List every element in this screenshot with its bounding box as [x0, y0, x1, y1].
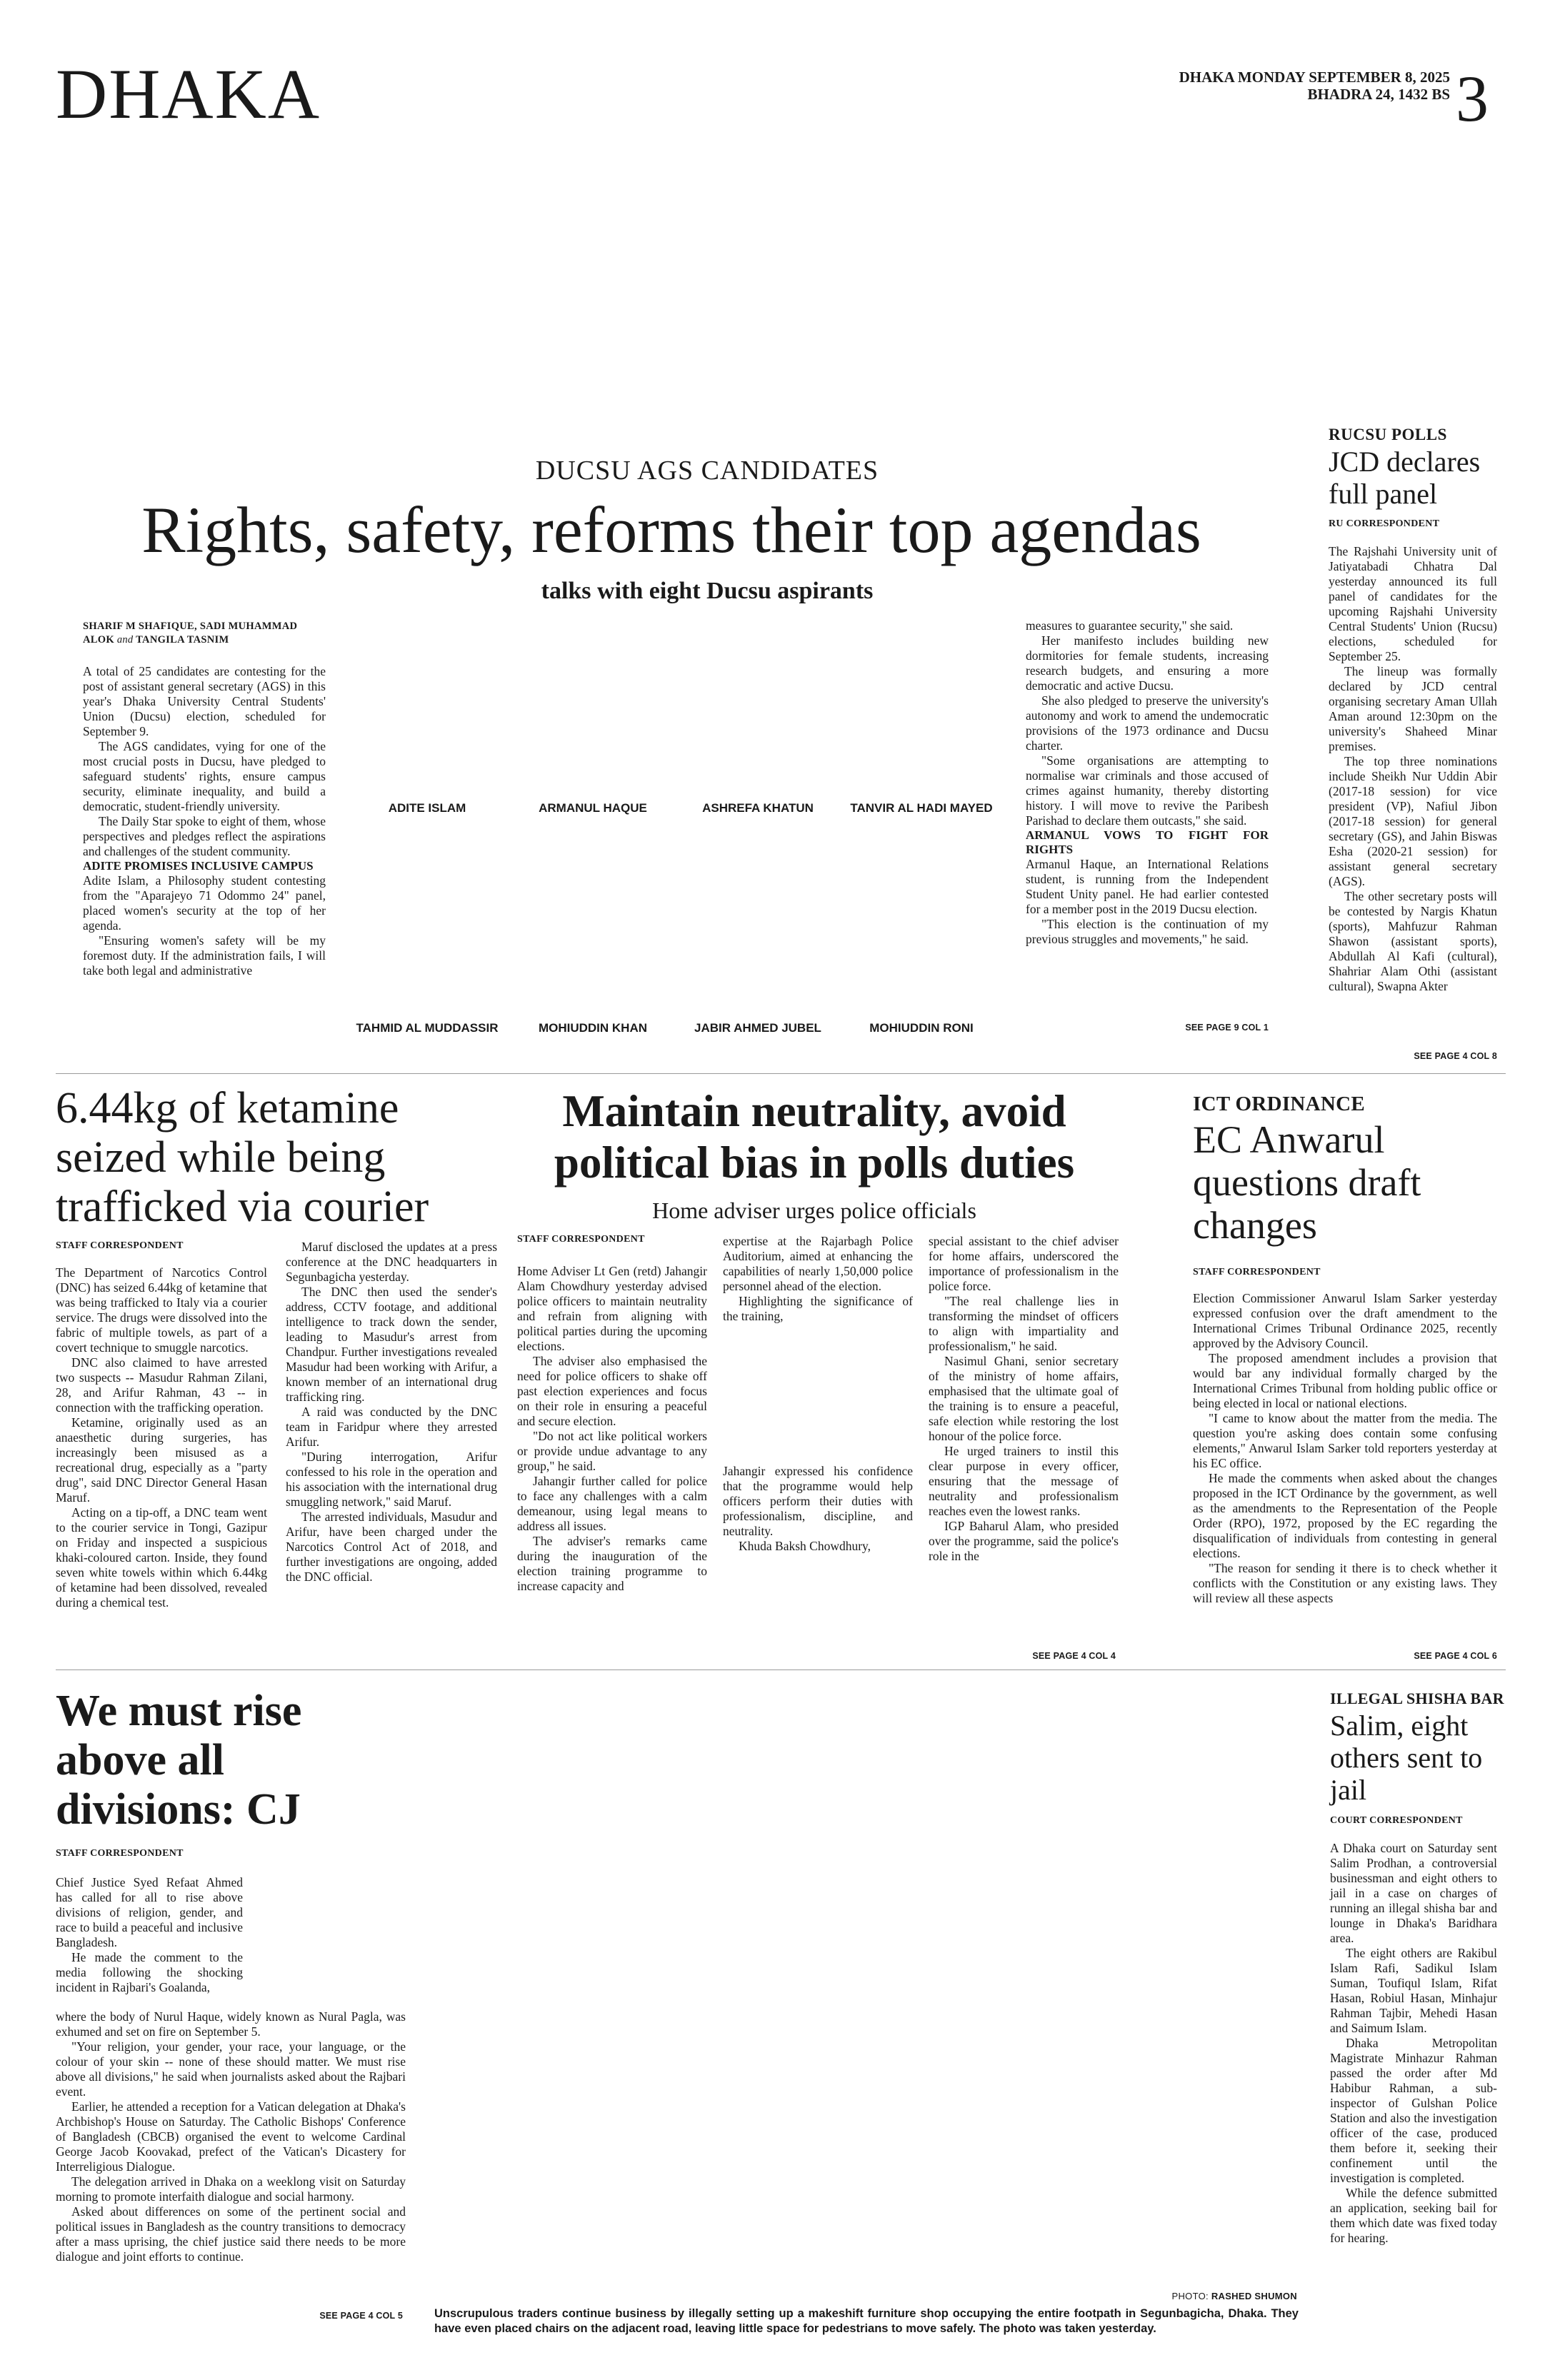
paragraph: The proposed amendment includes a provision that would bar any individual formally charged by the International Crimes Tribunal from holding public office or being elected in local or national elections.	[1193, 1351, 1497, 1410]
paragraph: The DNC then used the sender's address, CCTV footage, and additional intelligence to track down the sender, leading to Masudur's arrest from Chandpur. Further investigations revealed Masudur had been working with Arifur, a known member of an international drug trafficking ring.	[286, 1285, 497, 1404]
lead-headline: Rights, safety, reforms their top agendas	[141, 493, 1201, 566]
cj-see-page[interactable]: SEE PAGE 4 COL 5	[319, 2311, 403, 2321]
paragraph: The Rajshahi University unit of Jatiyatabadi Chhatra Dal yesterday announced its full panel of candidates for the upcoming Rajshahi University Central Students' Union (Rucsu) elections, scheduled for September 25.	[1329, 544, 1497, 663]
neutrality-byline: STAFF CORRESPONDENT	[517, 1234, 645, 1245]
paragraph: special assistant to the chief adviser for home affairs, underscored the importance of professionalism in the police force.	[929, 1234, 1119, 1293]
neutrality-col-2b	[723, 1464, 913, 1554]
photo-credit-label: PHOTO:	[1171, 2291, 1211, 2301]
paragraph: where the body of Nurul Haque, widely known as Nural Pagla, was exhumed and set on fire on September 5.	[56, 2009, 406, 2039]
paragraph: Nasimul Ghani, senior secretary of the ministry of home affairs, emphasised that the ultimate goal of the training is to ensure a peaceful, safe election while restoring the lost honour of the police force.	[929, 1354, 1119, 1443]
rucsu-see-page[interactable]: SEE PAGE 4 COL 8	[1414, 1051, 1497, 1061]
paragraph: "The real challenge lies in transforming the mindset of officers to align with impartiality and professionalism," he said.	[929, 1294, 1119, 1353]
shisha-kicker: ILLEGAL SHISHA BAR	[1330, 1689, 1504, 1707]
paragraph: The AGS candidates, vying for one of the most crucial posts in Ducsu, have pledged to safeguard students' rights, ensure campus security, eliminate inequality, and build a democratic, student-friendly university.	[83, 739, 326, 813]
byline-line-1: SHARIF M SHAFIQUE, SADI MUHAMMAD	[83, 621, 298, 632]
top-blank-area	[56, 157, 1277, 436]
paragraph: He urged trainers to instil this clear purpose in every officer, ensuring that the message of neutrality and professionalism reaches even the lowest ranks.	[929, 1444, 1119, 1518]
cj-byline: STAFF CORRESPONDENT	[56, 1848, 184, 1859]
paragraph: IGP Baharul Alam, who presided over the programme, said the police's role in the	[929, 1519, 1119, 1563]
paragraph: While the defence submitted an application, seeking bail for them which date was fixed today for hearing.	[1330, 2186, 1497, 2245]
ketamine-col-1	[56, 1265, 267, 1610]
lead-col2-part-a	[1026, 618, 1269, 828]
paragraph: Jahangir further called for police to face any challenges with a calm demeanour, using legal means to address all issues.	[517, 1474, 707, 1533]
paragraph: Acting on a tip-off, a DNC team went to the courier service in Tongi, Gazipur on Friday and inspected a suspicious khaki-coloured carton. Inside, they found seven white towels within which 6.44kg of ketamine had been dissolved, revealed during a chemical test.	[56, 1505, 267, 1610]
candidate-name: TANVIR AL HADI MAYED	[850, 801, 993, 815]
paragraph: "Ensuring women's safety will be my foremost duty. If the administration fails, I will take both legal and administrative	[83, 933, 326, 978]
paragraph: measures to guarantee security," she said.	[1026, 618, 1234, 633]
byline-and: and	[116, 634, 134, 646]
ketamine-col-2	[286, 1240, 497, 1585]
section-title: DHAKA	[56, 54, 321, 134]
photo-credit-name: RASHED SHUMON	[1211, 2291, 1297, 2301]
neutrality-see-page[interactable]: SEE PAGE 4 COL 4	[1032, 1651, 1116, 1661]
paragraph: expertise at the Rajarbagh Police Auditorium, aimed at enhancing the capabilities of nearly 1,50,000 police personnel ahead of the election.	[723, 1234, 913, 1293]
paragraph: Ketamine, originally used as an anaesthetic during surgeries, has increasingly been misused as a recreational drug, especially as a "party drug", said DNC Director General Hasan Maruf.	[56, 1415, 267, 1505]
lead-col1-part-b	[83, 873, 326, 978]
paragraph: Adite Islam, a Philosophy student contesting from the "Aparajeyo 71 Odommo 24" panel, placed women's security at the top of her agenda.	[83, 873, 326, 933]
byline-line-2	[83, 633, 340, 647]
byline-name-b: TANGILA TASNIM	[133, 634, 229, 646]
paragraph: Earlier, he attended a reception for a Vatican delegation at Dhaka's Archbishop's House on Saturday. The Catholic Bishops' Conference of Bangladesh (CBCB) organised the event to welcome Cardinal George Jacob Koovakad, prefect of the Vatican's Dicastery for Interreligious Dialogue.	[56, 2099, 406, 2174]
paragraph: The top three nominations include Sheikh Nur Uddin Abir (2017-18 session) for vice president (VP), Nafiul Jibon (2017-18 session) for general secretary (GS), and Jahin Biswas Esha (2020-21 session) for assistant general secretary (AGS).	[1329, 754, 1497, 888]
paragraph: The delegation arrived in Dhaka on a weeklong visit on Saturday morning to promote interfaith dialogue and social harmony.	[56, 2174, 406, 2204]
shisha-byline: COURT CORRESPONDENT	[1330, 1815, 1463, 1826]
candidate-name: MOHIUDDIN RONI	[869, 1021, 974, 1035]
paragraph: "Your religion, your gender, your race, your language, or the colour of your skin -- none of these should matter. We must rise above all divisions," he said when journalists asked about the Rajbari event.	[56, 2039, 406, 2099]
candidate-name: ASHREFA KHATUN	[702, 801, 814, 815]
paragraph: Highlighting the significance of the training,	[723, 1294, 913, 1323]
paragraph: Asked about differences on some of the pertinent social and political issues in Bangladesh as the country transitions to democracy after a mass uprising, the chief justice said there needs to be more dialogue and joint efforts to continue.	[56, 2204, 406, 2264]
page-number: 3	[1456, 62, 1489, 135]
lead-col2-part-b	[1026, 857, 1269, 947]
neutrality-col-2a	[723, 1234, 913, 1324]
paragraph: "This election is the continuation of my previous struggles and movements," he said.	[1026, 917, 1269, 946]
paragraph: He made the comments when asked about the changes proposed in the ICT Ordinance by the government, as well as the amendments to the Representation of the People Order (RPO), 1972, proposed by the EC regarding the disqualification of individuals from contesting in general elections.	[1193, 1471, 1497, 1560]
candidate-name: JABIR AHMED JUBEL	[694, 1021, 821, 1035]
lead-subhead-armanul: ARMANUL VOWS TO FIGHT FOR RIGHTS	[1026, 828, 1269, 856]
paragraph: The other secretary posts will be contested by Nargis Khatun (sports), Mahfuzur Rahman Shawon (assistant sports), Abdullah Al Kafi (cultural), Shahriar Alam Othi (assistant cultural), Swapna Akter	[1329, 889, 1497, 993]
paragraph: He made the comment to the media following the shocking incident in Rajbari's Goalanda,	[56, 1950, 243, 1994]
rucsu-body	[1329, 544, 1497, 994]
paragraph: "The reason for sending it there is to check whether it conflicts with the Constitution or any existing laws. They will review all these aspects	[1193, 1561, 1497, 1605]
candidate-name: TAHMID AL MUDDASSIR	[356, 1021, 499, 1035]
candidate-photo-grid	[349, 618, 1006, 1047]
lead-kicker: DUCSU AGS CANDIDATES	[535, 456, 879, 486]
paragraph: Maruf disclosed the updates at a press conference at the DNC headquarters in Segunbagicha yesterday.	[286, 1240, 497, 1284]
paragraph: The adviser's remarks came during the inauguration of the election training programme to increase capacity and	[517, 1534, 707, 1593]
paragraph: Election Commissioner Anwarul Islam Sarker yesterday expressed confusion over the draft amendment to the International Crimes Tribunal Ordinance 2025, recently approved by the Advisory Council.	[1193, 1291, 1497, 1350]
bangla-date: BHADRA 24, 1432 BS	[1307, 86, 1450, 103]
neutrality-col-3	[929, 1234, 1119, 1564]
paragraph: A raid was conducted by the DNC team in Faridpur where they arrested Arifur.	[286, 1405, 497, 1449]
photo-caption: Unscrupulous traders continue business by illegally setting up a makeshift furniture shop occupying the entire footpath in Segunbagicha, Dhaka. They have even placed chairs on the adjacent road, leaving little space for pedestrians to move safely. The photo was taken yesterday.	[434, 2307, 1299, 2335]
divider	[56, 1073, 1506, 1074]
lead-col-1	[83, 664, 326, 978]
candidate-name: MOHIUDDIN KHAN	[538, 1021, 648, 1035]
ict-kicker: ICT ORDINANCE	[1193, 1093, 1366, 1115]
paragraph: Jahangir expressed his confidence that the programme would help officers perform their duties with professionalism, discipline, and neutrality.	[723, 1464, 913, 1538]
paragraph: "Some organisations are attempting to normalise war criminals and those accused of crimes against humanity, thereby distorting history. I will move to revive the Paribesh Parishad to declare them outcasts," she said.	[1026, 753, 1269, 828]
ict-headline: EC Anwarul questions draft changes	[1193, 1118, 1421, 1247]
neutrality-subhead: Home adviser urges police officials	[652, 1197, 976, 1223]
paragraph: Her manifesto includes building new dormitories for female students, increasing research budgets, and ensuring a more democratic and active Ducsu.	[1026, 633, 1269, 693]
paragraph: "I came to know about the matter from the media. The question you're asking does contain some confusing elements," Anwarul Islam Sarker told reporters yesterday at his EC office.	[1193, 1411, 1497, 1470]
ict-byline: STAFF CORRESPONDENT	[1193, 1267, 1321, 1277]
candidate-name: ADITE ISLAM	[388, 801, 466, 815]
candidate-name: ARMANUL HAQUE	[539, 801, 647, 815]
cj-body-wide	[56, 2009, 406, 2264]
lead-subhead: talks with eight Ducsu aspirants	[541, 578, 874, 604]
footpath-photo	[434, 1678, 1299, 2289]
paragraph: Chief Justice Syed Refaat Ahmed has called for all to rise above divisions of religion, gender, and race to build a peaceful and inclusive Bangladesh.	[56, 1875, 243, 1949]
date-line	[1114, 69, 1450, 103]
paragraph: Dhaka Metropolitan Magistrate Minhazur Rahman passed the order after Md Habibur Rahman, a sub-inspector of Gulshan Police Station and also the investigation officer of the case, produced them before it, seeking their confinement until the investigation is completed.	[1330, 2036, 1497, 2185]
rucsu-kicker: RUCSU POLLS	[1329, 426, 1447, 443]
lead-col1-part-a	[83, 664, 326, 859]
paragraph: The eight others are Rakibul Islam Rafi, Sadikul Islam Suman, Toufiqul Islam, Rifat Hasan, Robiul Hasan, Minhajur Rahman Tajbir, Mehedi Hasan and Saimum Islam.	[1330, 1946, 1497, 2035]
ict-body	[1193, 1291, 1497, 1606]
rucsu-headline: JCD declares full panel	[1329, 446, 1481, 510]
paragraph: The arrested individuals, Masudur and Arifur, have been charged under the Narcotics Control Act of 2018, and further investigations are ongoing, added the DNC official.	[286, 1510, 497, 1584]
lead-col-2	[1026, 618, 1269, 947]
ketamine-headline: 6.44kg of ketamine seized while being trafficked via courier	[56, 1084, 429, 1231]
cj-headline: We must rise above all divisions: CJ	[56, 1687, 302, 1834]
paragraph: The Department of Narcotics Control (DNC) has seized 6.44kg of ketamine that was being trafficked to Italy via a courier service. The drugs were dissolved into the fabric of multiple towels, as part of a covert technique to smuggle narcotics.	[56, 1265, 267, 1355]
paragraph: The lineup was formally declared by JCD central organising secretary Aman Ullah Aman around 12:30pm on the university's Shaheed Minar premises.	[1329, 664, 1497, 753]
paragraph: The Daily Star spoke to eight of them, whose perspectives and pledges reflect the aspirations and challenges of the student community.	[83, 814, 326, 858]
shisha-body	[1330, 1841, 1497, 2246]
paragraph: "Do not act like political workers or provide undue advantage to any group," he said.	[517, 1429, 707, 1473]
neutrality-photo	[723, 1355, 913, 1462]
divider	[56, 1669, 1506, 1670]
paragraph: "During interrogation, Arifur confessed to his role in the operation and his association with the international drug smuggling network," said Maruf.	[286, 1450, 497, 1509]
paragraph: Khuda Baksh Chowdhury,	[739, 1539, 871, 1553]
paragraph: A Dhaka court on Saturday sent Salim Prodhan, a controversial businessman and eight others to jail in a case on charges of running an illegal shisha bar and lounge in Dhaka's Baridhara area.	[1330, 1841, 1497, 1945]
paragraph: Home Adviser Lt Gen (retd) Jahangir Alam Chowdhury yesterday advised police officers to maintain neutrality and refrain from aligning with political parties during the upcoming elections.	[517, 1264, 707, 1353]
paragraph: A total of 25 candidates are contesting for the post of assistant general secretary (AGS) in this year's Dhaka University Central Students' Union (Ducsu) election, scheduled for September 9.	[83, 664, 326, 738]
neutrality-headline: Maintain neutrality, avoid political bias in polls duties	[554, 1086, 1075, 1188]
shisha-headline: Salim, eight others sent to jail	[1330, 1709, 1483, 1806]
cj-body-narrow	[56, 1875, 243, 1995]
paragraph: She also pledged to preserve the university's autonomy and work to amend the undemocratic provisions of the 1973 ordinance and Ducsu charter.	[1026, 693, 1269, 753]
byline-name-a: ALOK	[83, 634, 117, 646]
ict-see-page[interactable]: SEE PAGE 4 COL 6	[1414, 1651, 1497, 1661]
paragraph: The adviser also emphasised the need for police officers to shake off past election experiences and focus on their role in ensuring a peaceful and secure election.	[517, 1354, 707, 1428]
lead-subhead-adite: ADITE PROMISES INCLUSIVE CAMPUS	[83, 859, 314, 873]
paragraph: Armanul Haque, an International Relations student, is running from the Independent Student Unity panel. He had earlier contested for a member post in the 2019 Ducsu election.	[1026, 857, 1269, 916]
lead-see-page[interactable]: SEE PAGE 9 COL 1	[1185, 1023, 1269, 1033]
ketamine-byline: STAFF CORRESPONDENT	[56, 1240, 184, 1251]
photo-credit	[929, 2291, 1297, 2301]
rucsu-byline: RU CORRESPONDENT	[1329, 518, 1440, 529]
paragraph: DNC also claimed to have arrested two suspects -- Masudur Rahman Zilani, 28, and Arifur Rahman, 43 -- in connection with the trafficking operation.	[56, 1355, 267, 1415]
neutrality-col-1	[517, 1264, 707, 1594]
publication-date: DHAKA MONDAY SEPTEMBER 8, 2025	[1179, 69, 1450, 86]
lead-byline	[83, 620, 340, 647]
